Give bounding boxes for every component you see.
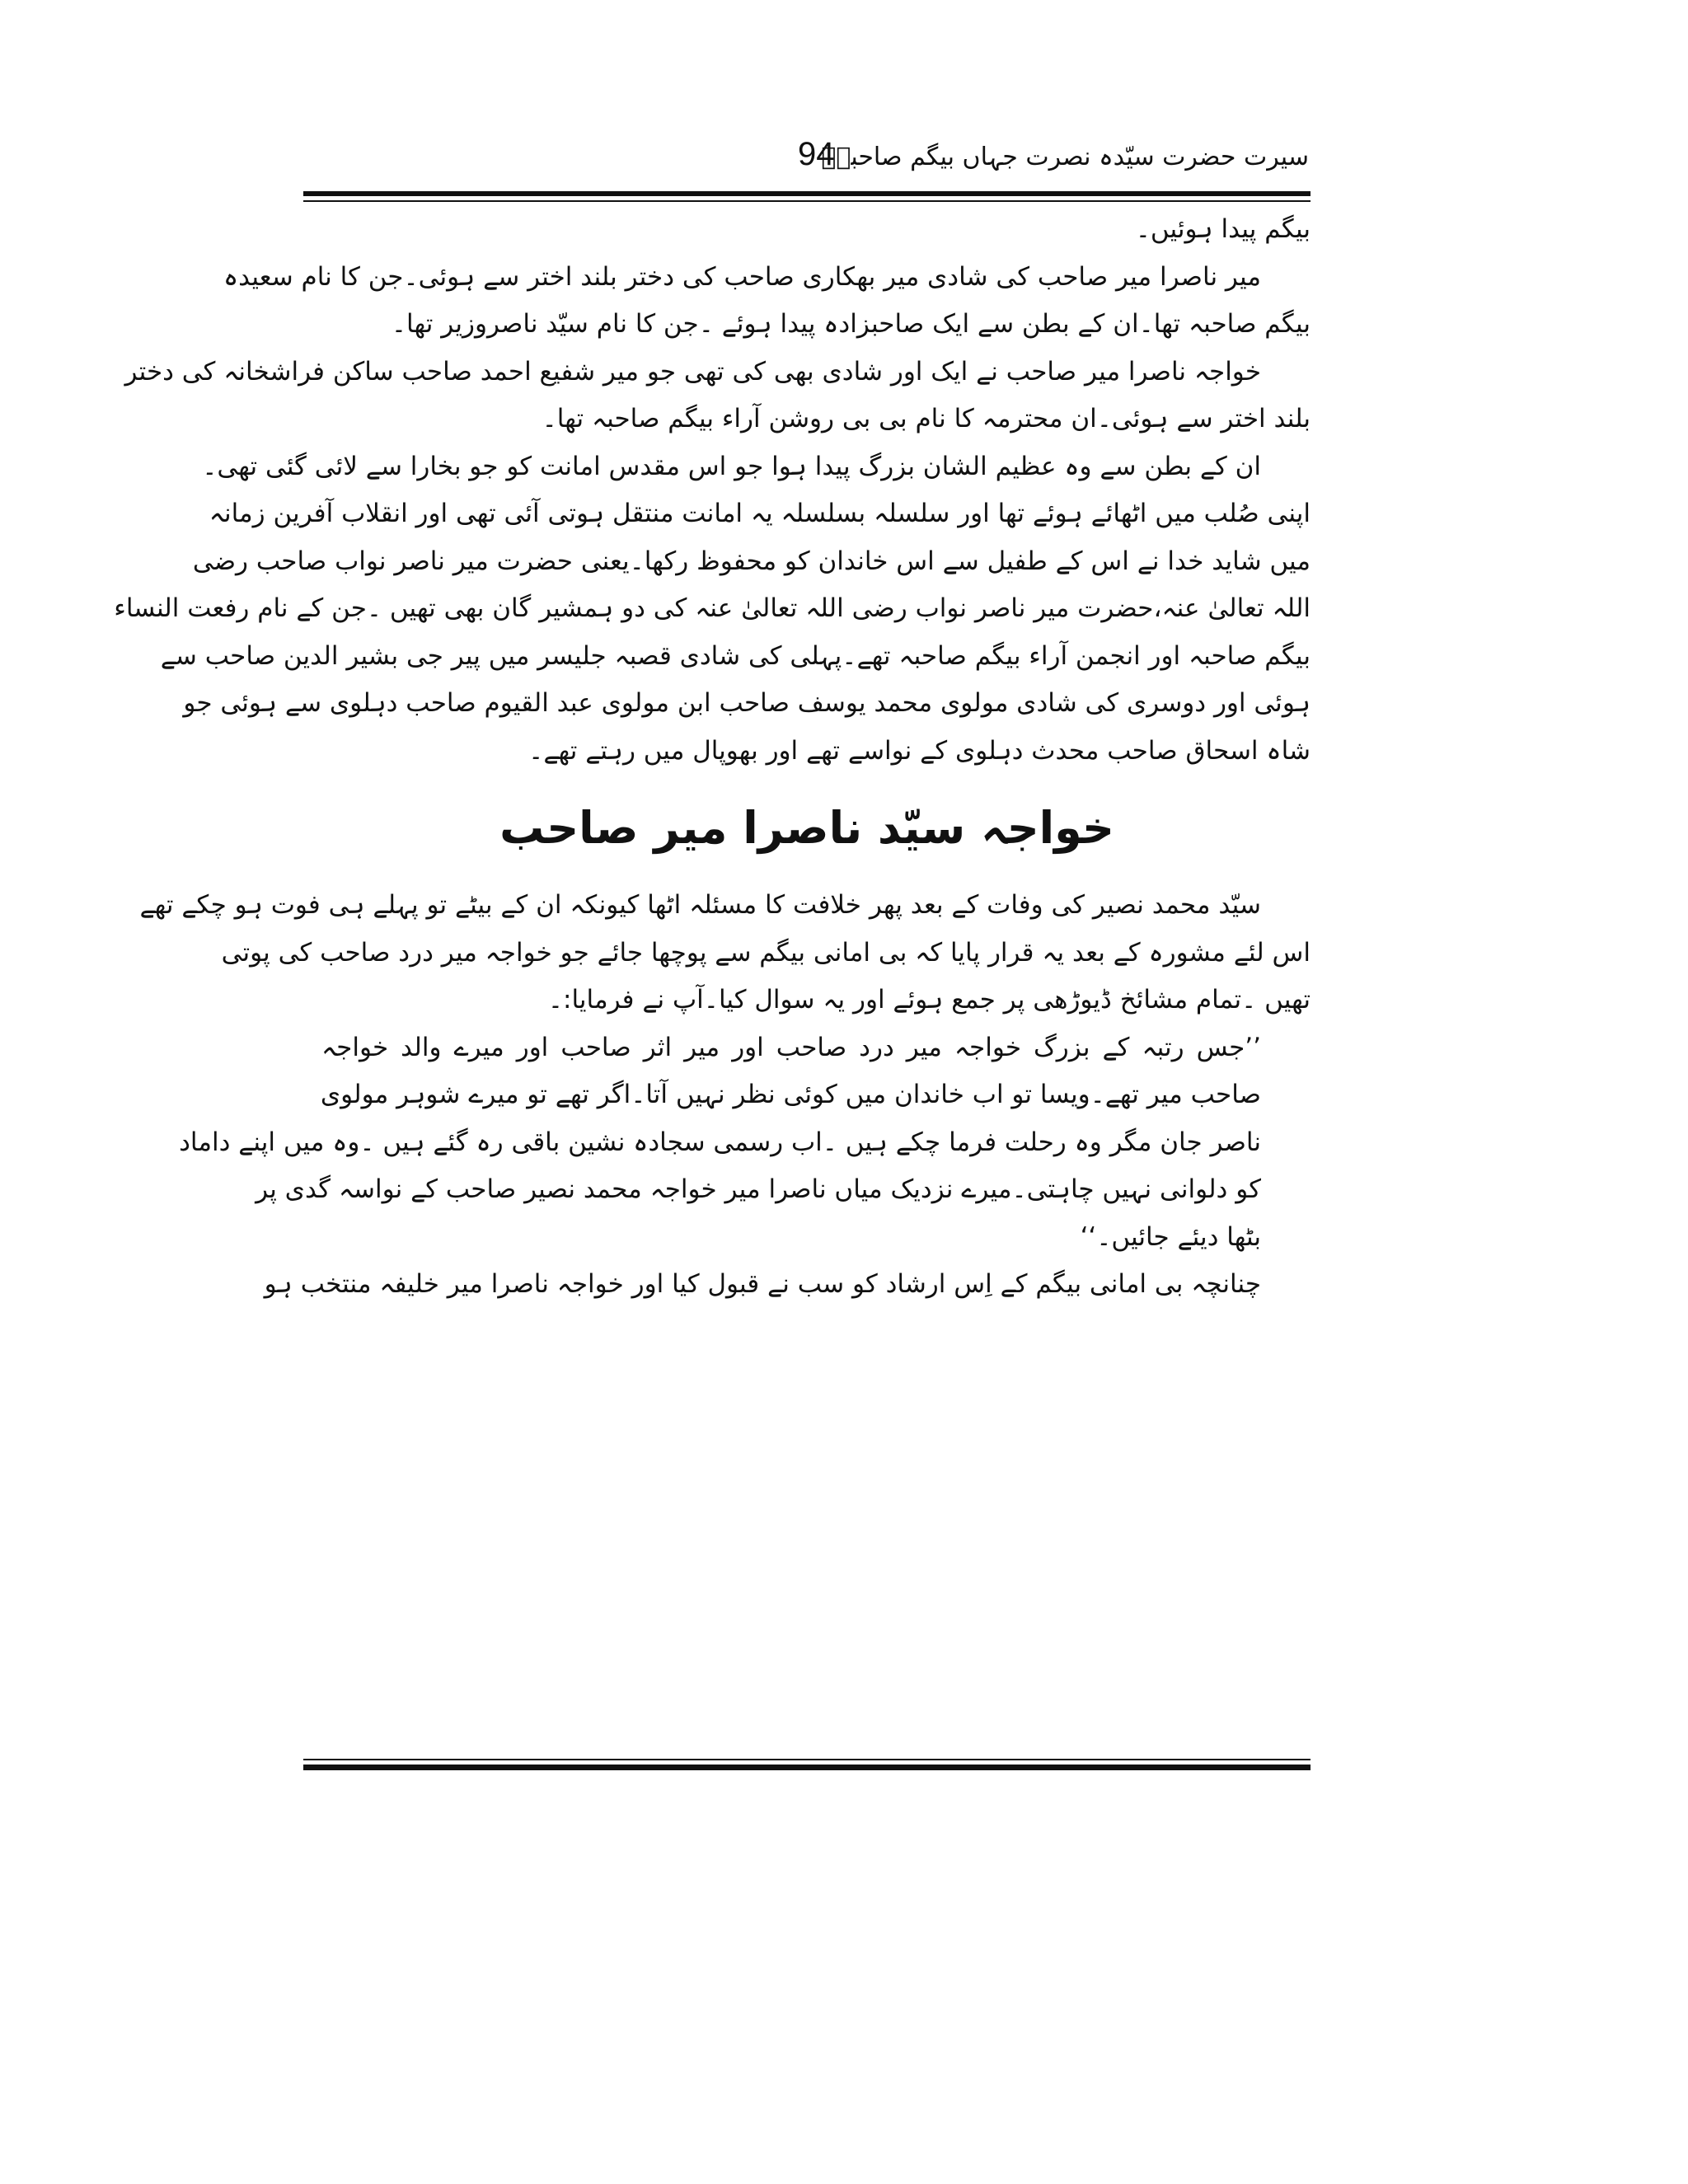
text-line: میر ناصرا میر صاحب کی شادی میر بھکاری صاحب کی دختر بلند اختر سے ہوئی۔جن کا نام سعیدہ [223, 261, 1261, 292]
quote-line: کو دلوانی نہیں چاہتی۔میرے نزدیک میاں ناصرا میر خواجہ محمد نصیر صاحب کے نواسہ گدی پر [256, 1174, 1261, 1204]
text-line: سیّد محمد نصیر کی وفات کے بعد پھر خلافت کا مسئلہ اٹھا کیونکہ ان کے بیٹے تو پہلے ہی فوت ہو چکے تھے [139, 890, 1261, 920]
text-line: اس لئے مشورہ کے بعد یہ قرار پایا کہ بی امانی بیگم سے پوچھا جائے جو خواجہ میر درد صاحب کی پوتی [221, 937, 1311, 968]
text-line: خواجہ ناصرا میر صاحب نے ایک اور شادی بھی کی تھی جو میر شفیع احمد صاحب ساکن فراشخانہ کی دختر [124, 356, 1261, 387]
page-number: 94 [798, 136, 835, 172]
text-line: بلند اختر سے ہوئی۔ان محترمہ کا نام بی بی روشن آراء بیگم صاحبہ تھا۔ [542, 404, 1311, 434]
footer-rule-thick [303, 1765, 1311, 1770]
text-line: ہوئی اور دوسری کی شادی مولوی محمد یوسف صاحب ابن مولوی عبد القیوم صاحب دہلوی سے ہوئی جو [183, 688, 1311, 718]
header-rule-thin [303, 200, 1311, 202]
body-text [114, 206, 1311, 1309]
text-line: شاہ اسحاق صاحب محدث دہلوی کے نواسے تھے اور بھوپال میں رہتے تھے۔ [528, 735, 1311, 766]
page-header [303, 136, 1309, 194]
footer-rule-thin [303, 1759, 1311, 1760]
text-line: چنانچہ بی امانی بیگم کے اِس ارشاد کو سب نے قبول کیا اور خواجہ ناصرا میر خلیفہ منتخب ہو [264, 1269, 1261, 1299]
header-rule-thick [303, 191, 1311, 196]
running-title: سیرت حضرت سیّدہ نصرت جہاں بیگم صاحبہؓ [821, 143, 1309, 171]
text-line: ان کے بطن سے وہ عظیم الشان بزرگ پیدا ہوا جو اس مقدس امانت کو جو بخارا سے لائی گئی تھی۔ [202, 451, 1261, 481]
text-line: میں شاید خدا نے اس کے طفیل سے اس خاندان کو محفوظ رکھا۔یعنی حضرت میر ناصر نواب صاحب رضی [192, 546, 1311, 576]
text-line: بیگم پیدا ہوئیں۔ [1135, 214, 1311, 244]
quote-line: بٹھا دیئے جائیں۔‘‘ [1080, 1221, 1261, 1252]
text-line: تھیں ۔تمام مشائخ ڈیوڑھی پر جمع ہوئے اور یہ سوال کیا۔آپ نے فرمایا:۔ [547, 985, 1311, 1015]
section-heading: خواجہ سیّد ناصرا میر صاحب [499, 802, 1114, 854]
text-line: بیگم صاحبہ تھا۔ان کے بطن سے ایک صاحبزادہ پیدا ہوئے ۔جن کا نام سیّد ناصروزیر تھا۔ [391, 309, 1311, 339]
quote-line: ’’جس رتبہ کے بزرگ خواجہ میر درد صاحب اور میر اثر صاحب اور میرے والد خواجہ [321, 1032, 1261, 1062]
quote-line: صاحب میر تھے۔ویسا تو اب خاندان میں کوئی نظر نہیں آتا۔اگر تھے تو میرے شوہر مولوی [320, 1080, 1261, 1109]
text-line: اپنی صُلب میں اٹھائے ہوئے تھا اور سلسلہ بسلسلہ یہ امانت منتقل ہوتی آئی تھی اور انقلاب آفرین زمانہ [209, 499, 1311, 528]
text-line: بیگم صاحبہ اور انجمن آراء بیگم صاحبہ تھے۔پہلی کی شادی قصبہ جلیسر میں پیر جی بشیر الدین صاحب سے [160, 640, 1311, 671]
text-line: اللہ تعالیٰ عنہ،حضرت میر ناصر نواب رضی اللہ تعالیٰ عنہ کی دو ہمشیر گان بھی تھیں ۔جن کے نام رفعت النساء [114, 593, 1311, 623]
quote-line: ناصر جان مگر وہ رحلت فرما چکے ہیں ۔اب رسمی سجادہ نشین باقی رہ گئے ہیں ۔وہ میں اپنے داماد [179, 1127, 1261, 1157]
